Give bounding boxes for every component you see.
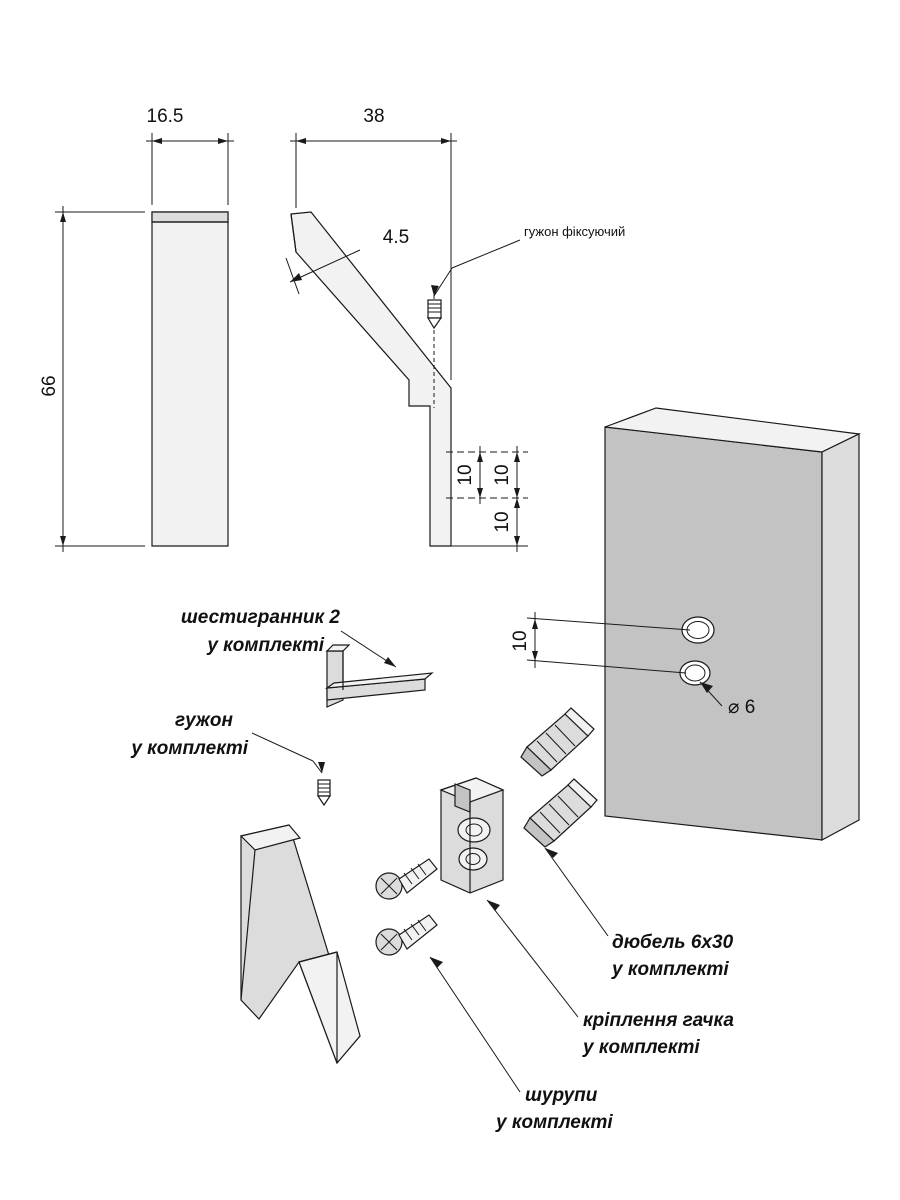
dim-hole-diameter-label: ⌀ 6 — [728, 697, 756, 718]
side-view-hook-profile — [291, 212, 451, 546]
front-view-hook — [152, 212, 228, 546]
hex-key-note-line2: у комплекті — [207, 635, 324, 656]
hook-3d-part — [241, 825, 360, 1063]
wall-plate-3d — [510, 408, 859, 840]
dim-depth-label: 38 — [363, 106, 385, 127]
screws-note-line2: у комплекті — [496, 1112, 613, 1133]
wood-screw-upper — [376, 859, 437, 899]
hex-key-part — [327, 645, 432, 707]
grub-note-line2: у комплекті — [131, 738, 248, 759]
dim-width-16-5 — [146, 106, 234, 205]
grub-screw-symbol — [428, 300, 441, 328]
grub-screw-part — [318, 780, 330, 805]
dim-width-label: 16.5 — [146, 106, 184, 127]
hex-key-note — [181, 607, 396, 667]
locking-grub-label: гужон фіксуючий — [524, 224, 626, 239]
dim-step-c-label: 10 — [492, 511, 513, 533]
dowel-note — [545, 848, 734, 980]
grub-screw-note — [130, 710, 325, 773]
dowel-note-line1: дюбель 6х30 — [612, 932, 734, 953]
dowel-note-line2: у комплекті — [612, 959, 729, 980]
bracket-note-line2: у комплекті — [583, 1037, 700, 1058]
dowel-lower — [524, 779, 597, 847]
bracket-note-line1: кріплення гачка — [583, 1010, 734, 1031]
screws-note-line1: шурупи — [525, 1085, 598, 1106]
dim-height-label: 66 — [39, 375, 60, 397]
hook-bracket-part — [441, 778, 503, 893]
dim-steps-10 — [446, 446, 528, 552]
dim-hole-spacing-label: 10 — [510, 630, 531, 652]
dim-step-a-label: 10 — [455, 464, 476, 486]
dowel-upper — [521, 708, 594, 776]
dim-thickness-label: 4.5 — [382, 227, 410, 248]
grub-note-line1: гужон — [174, 710, 233, 731]
hex-key-note-line1: шестигранник 2 — [180, 607, 340, 628]
locking-grub-screw-detail — [428, 224, 625, 408]
wood-screw-lower — [376, 915, 437, 955]
dim-step-b-label: 10 — [492, 464, 513, 486]
dim-height-66 — [39, 206, 145, 552]
